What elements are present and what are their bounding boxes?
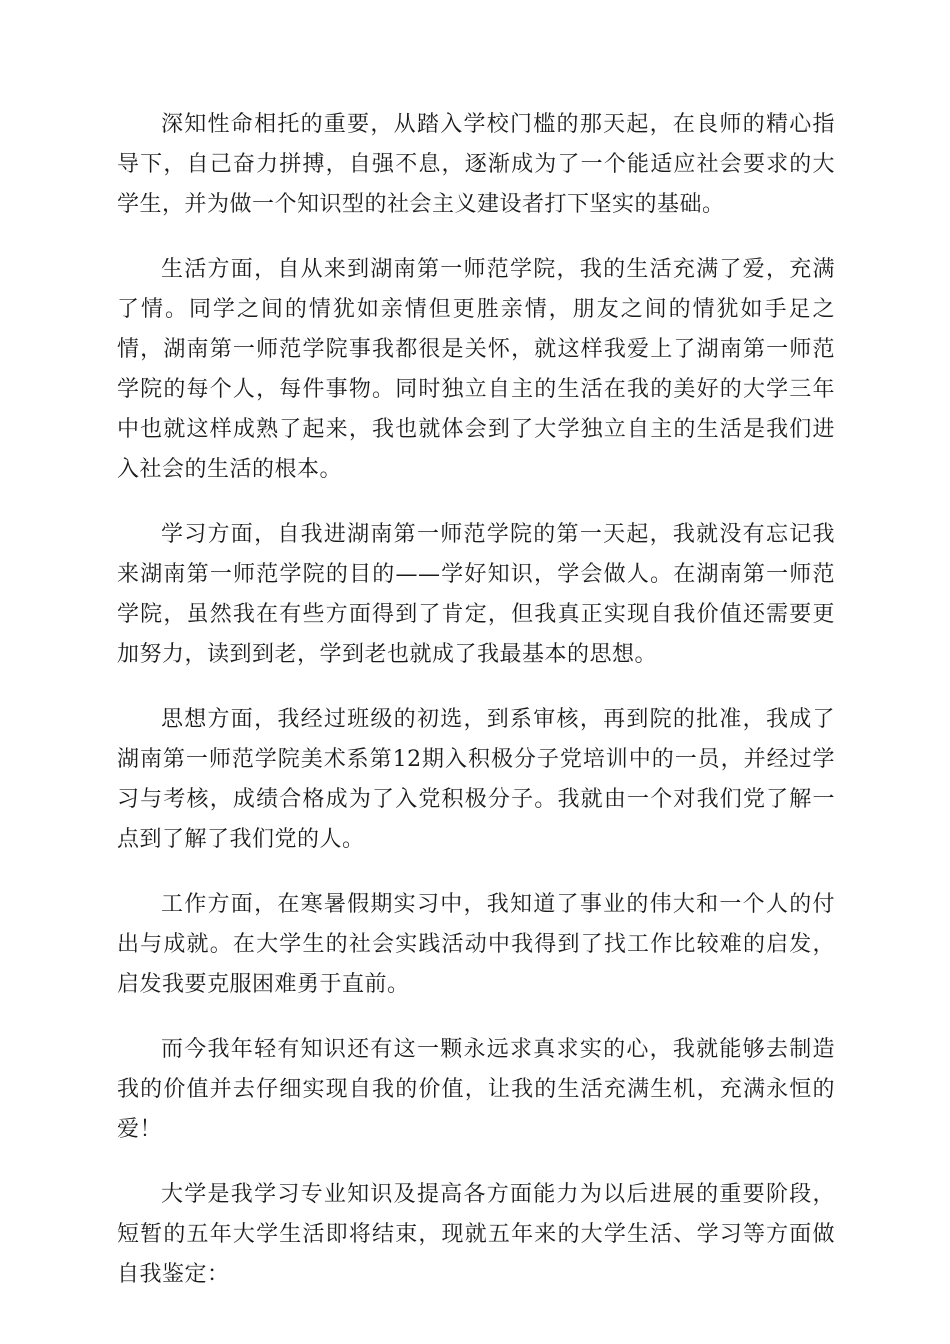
document-body (117, 105, 835, 1320)
paragraph-conclusion: 而今我年轻有知识还有这一颗永远求真求实的心，我就能够去制造我的价值并去仔细实现自我的价值，让我的生活充满生机，充满永恒的爱！ (117, 1037, 835, 1142)
paragraph-appraisal-intro: 大学是我学习专业知识及提高各方面能力为以后进展的重要阶段，短暂的五年大学生活即将结束，现就五年来的大学生活、学习等方面做自我鉴定： (117, 1182, 835, 1287)
paragraph-intro: 深知性命相托的重要，从踏入学校门槛的那天起，在良师的精心指导下，自己奋力拼搏，自强不息，逐渐成为了一个能适应社会要求的大学生，并为做一个知识型的社会主义建设者打下坚实的基础。 (117, 112, 835, 217)
paragraph-work: 工作方面，在寒暑假期实习中，我知道了事业的伟大和一个人的付出与成就。在大学生的社会实践活动中我得到了找工作比较难的启发，启发我要克服困难勇于直前。 (117, 892, 835, 997)
paragraph-thought: 思想方面，我经过班级的初选，到系审核，再到院的批准，我成了湖南第一师范学院美术系第12期入积极分子党培训中的一员，并经过学习与考核，成绩合格成为了入党积极分子。我就由一个对我们党了解一点到了解了我们党的人。 (117, 707, 835, 852)
paragraph-study: 学习方面，自我进湖南第一师范学院的第一天起，我就没有忘记我来湖南第一师范学院的目的——学好知识，学会做人。在湖南第一师范学院，虽然我在有些方面得到了肯定，但我真正实现自我价值还需要更加努力，读到到老，学到老也就成了我最基本的思想。 (117, 522, 835, 667)
paragraph-life: 生活方面，自从来到湖南第一师范学院，我的生活充满了爱，充满了情。同学之间的情犹如亲情但更胜亲情，朋友之间的情犹如手足之情，湖南第一师范学院事我都很是关怀，就这样我爱上了湖南第一师范学院的每个人，每件事物。同时独立自主的生活在我的美好的大学三年中也就这样成熟了起来，我也就体会到了大学独立自主的生活是我们进入社会的生活的根本。 (117, 257, 835, 482)
